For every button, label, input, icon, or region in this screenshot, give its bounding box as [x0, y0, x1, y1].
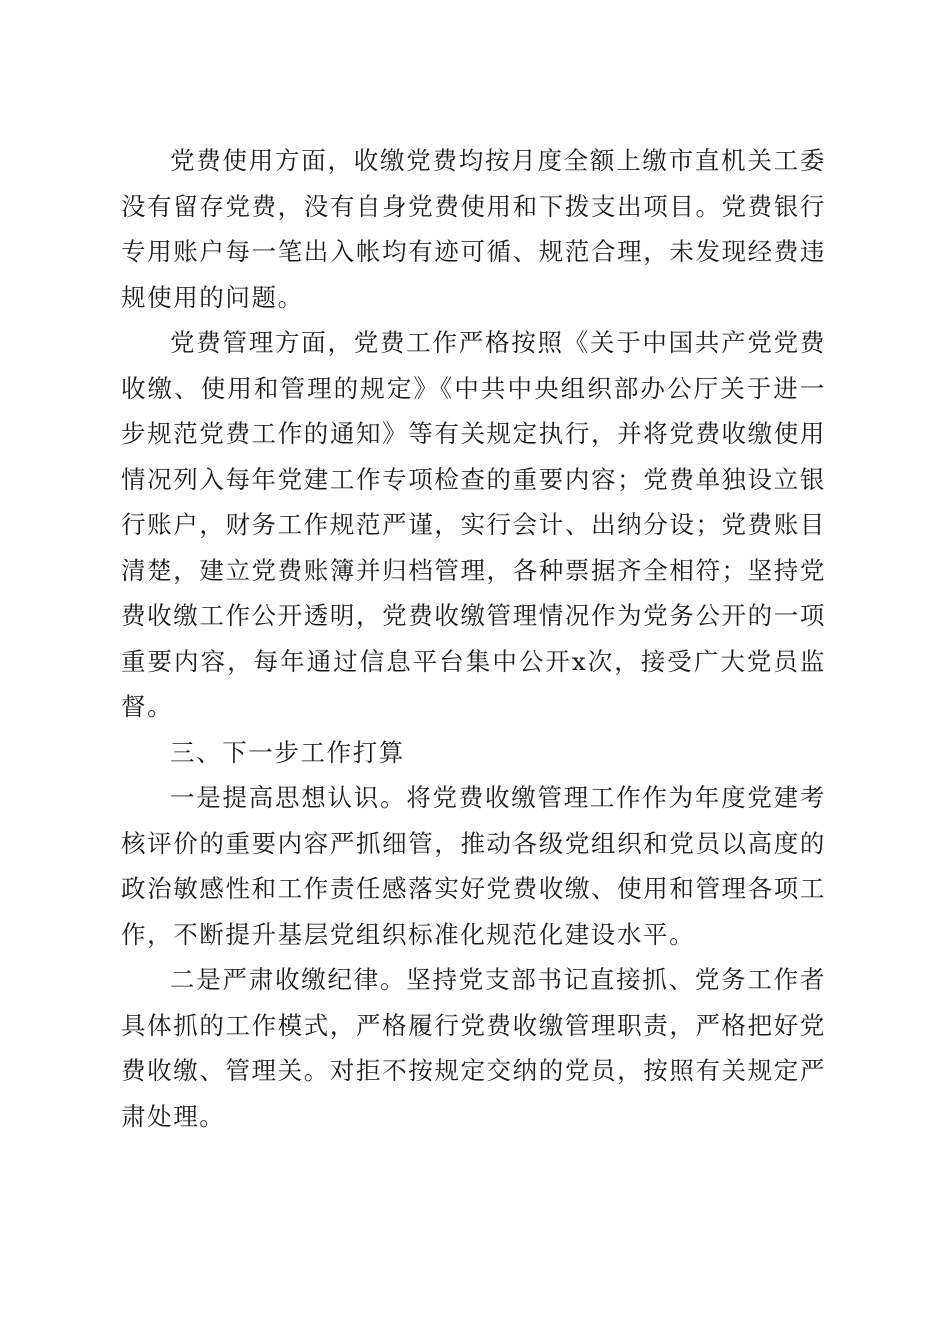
section-heading-next-steps: 三、下一步工作打算 [170, 737, 405, 767]
paragraph-item-1 [121, 775, 826, 957]
item-2-body: 坚持党支部书记直接抓、党务工作者具体抓的工作模式，严格履行党费收缴管理职责，严格把好党费收缴、管理关。对拒不按规定交纳的党员，按照有关规定严肃处理。 [121, 965, 826, 1131]
document-body [121, 138, 826, 1139]
paragraph-item-2 [121, 957, 826, 1139]
paragraph-fee-management: 党费管理方面，党费工作严格按照《关于中国共产党党费收缴、使用和管理的规定》《中共中央组织部办公厅关于进一步规范党费工作的通知》等有关规定执行，并将党费收缴使用情况列入每年党建工作专项检查的重要内容；党费单独设立银行账户，财务工作规范严谨，实行会计、出纳分设；党费账目清楚，建立党费账簿并归档管理，各种票据齐全相符；坚持党费收缴工作公开透明，党费收缴管理情况作为党务公开的一项重要内容，每年通过信息平台集中公开x次，接受广大党员监督。 [121, 328, 826, 721]
item-1-body: 将党费收缴管理工作作为年度党建考核评价的重要内容严抓细管，推动各级党组织和党员以高度的政治敏感性和工作责任感落实好党费收缴、使用和管理各项工作，不断提升基层党组织标准化规范化建设水平。 [121, 783, 826, 949]
item-2-lead: 二是严肃收缴纪律。 [170, 965, 407, 994]
paragraph-fee-use: 党费使用方面，收缴党费均按月度全额上缴市直机关工委没有留存党费，没有自身党费使用和下拨支出项目。党费银行专用账户每一笔出入帐均有迹可循、规范合理，未发现经费违规使用的问题。 [121, 146, 826, 312]
item-1-lead: 一是提高思想认识。 [170, 783, 407, 812]
